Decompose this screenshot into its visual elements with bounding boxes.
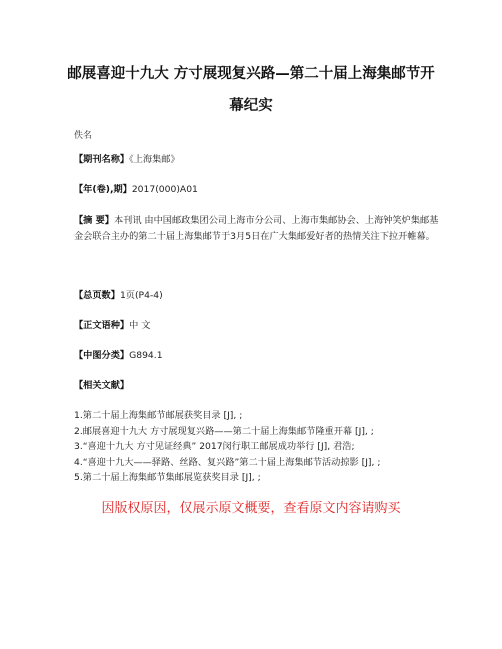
reference-item[interactable]: 5.第二十届上海集邮节集邮展览获奖目录 [J], ; [74, 472, 261, 484]
reference-item[interactable]: 2.邮展喜迎十九大 方寸展现复兴路——第二十届上海集邮节隆重开幕 [J], ; [74, 425, 374, 437]
reference-item[interactable]: 4.“喜迎十九大——驿路、丝路、复兴路”第二十届上海集邮节活动掠影 [J], ; [74, 456, 381, 468]
article-author: 佚名 [74, 131, 93, 141]
abstract-field [74, 213, 440, 244]
year-issue-label: 【年(卷),期】 [74, 184, 132, 195]
copyright-notice: 因版权原因，仅展示原文概要，查看原文内容请购买 [101, 501, 401, 516]
clc-field [74, 348, 440, 364]
language-label: 【正文语种】 [74, 320, 130, 331]
reference-list [74, 408, 454, 486]
reference-item[interactable]: 3.“喜迎十九大 方寸见证经典” 2017闵行职工邮展成功举行 [J], 君浩; [74, 441, 355, 453]
related-label: 【相关文献】 [74, 380, 130, 391]
clc-label: 【中图分类】 [74, 350, 130, 361]
related-field [74, 378, 440, 394]
journal-value: 《上海集邮》 [129, 154, 180, 165]
year-issue-field [74, 182, 440, 198]
journal-field [74, 152, 440, 168]
language-field [74, 318, 440, 334]
language-value: 中 文 [129, 320, 151, 331]
article-title: 邮展喜迎十九大 方寸展现复兴路—第二十届上海集邮节开幕纪实 [67, 66, 435, 114]
year-issue-value: 2017(000)A01 [131, 184, 198, 195]
journal-label: 【期刊名称】 [74, 154, 130, 165]
pages-value: 1页(P4-4) [119, 290, 163, 301]
pages-label: 【总页数】 [74, 290, 120, 301]
reference-item[interactable]: 1.第二十届上海集邮节邮展获奖目录 [J], ; [74, 410, 243, 421]
abstract-value: 本刊讯 由中国邮政集团公司上海市分公司、上海市集邮协会、上海钟笑炉集邮基金会联合主办的第二十届上海集邮节于3月5日在广大集邮爱好者的热情关注下拉开帷幕。 [74, 215, 439, 242]
abstract-label: 【摘 要】 [74, 215, 114, 226]
clc-value: G894.1 [129, 350, 163, 361]
pages-field [74, 288, 440, 304]
